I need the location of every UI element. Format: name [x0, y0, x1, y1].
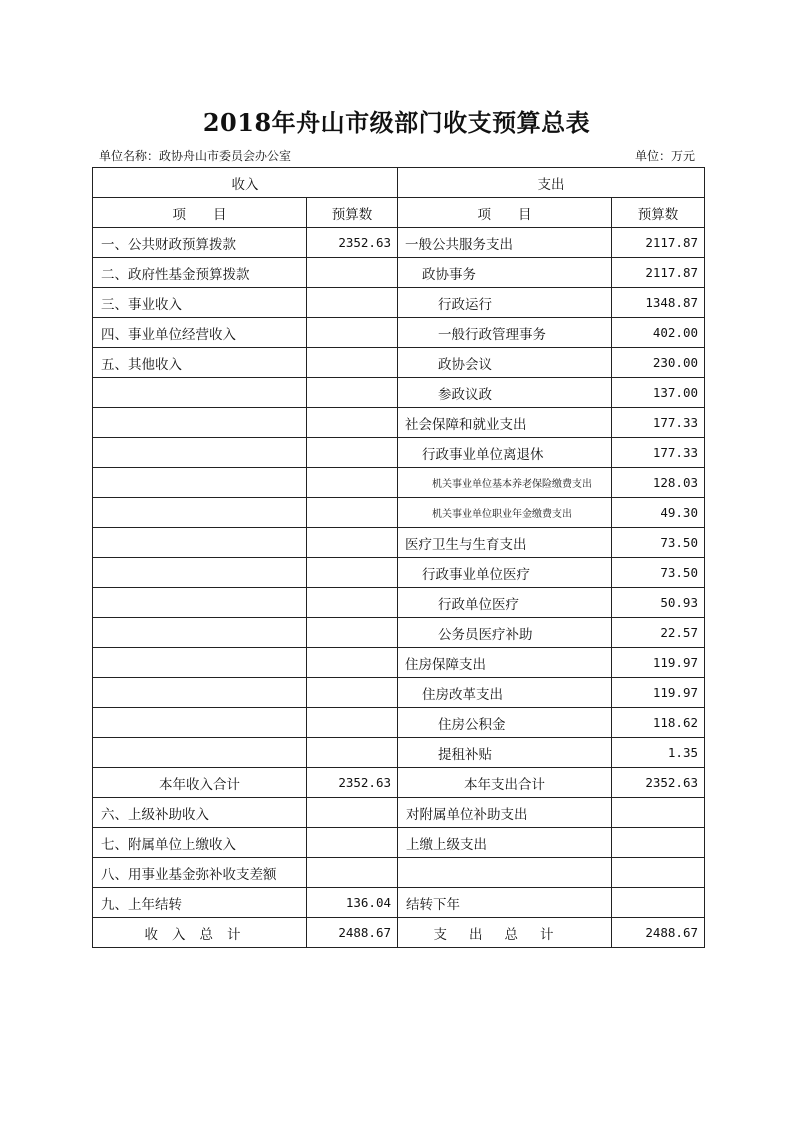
- table-meta: [99, 147, 695, 165]
- expense-value-cell: 177.33: [612, 408, 705, 438]
- expense-value-cell: 230.00: [612, 348, 705, 378]
- table-row: [93, 738, 705, 768]
- income-value-cell: [307, 828, 398, 858]
- income-budget-header: 预算数: [307, 198, 398, 228]
- income-value-cell: [307, 408, 398, 438]
- income-value-cell: [307, 498, 398, 528]
- expense-value-cell: 402.00: [612, 318, 705, 348]
- income-item-cell: [93, 468, 307, 498]
- income-item-cell: 五、其他收入: [93, 348, 307, 378]
- income-item-cell: 四、事业单位经营收入: [93, 318, 307, 348]
- income-value-cell: [307, 438, 398, 468]
- income-value-cell: [307, 288, 398, 318]
- income-value-cell: [307, 318, 398, 348]
- expense-value-cell: 118.62: [612, 708, 705, 738]
- income-header: 收入: [93, 168, 398, 198]
- expense-item-cell: 一般公共服务支出: [398, 228, 612, 258]
- income-value-cell: [307, 738, 398, 768]
- income-value-cell: [307, 378, 398, 408]
- income-item-cell: [93, 738, 307, 768]
- income-item-cell: [93, 708, 307, 738]
- income-item-cell: [93, 678, 307, 708]
- income-item-cell: [93, 408, 307, 438]
- expense-item-cell: [398, 858, 612, 888]
- income-item-cell: 六、上级补助收入: [93, 798, 307, 828]
- expense-value-cell: 49.30: [612, 498, 705, 528]
- subtotal-row: [93, 768, 705, 798]
- expense-value-cell: 22.57: [612, 618, 705, 648]
- expense-item-cell: 政协会议: [398, 348, 612, 378]
- expense-value-cell: [612, 798, 705, 828]
- expense-item-cell: 上缴上级支出: [398, 828, 612, 858]
- page-title: 2018年舟山市级部门收支预算总表: [202, 108, 591, 137]
- table-row: [93, 468, 705, 498]
- income-item-cell: [93, 648, 307, 678]
- expense-item-cell: 支出总计: [398, 918, 612, 948]
- income-value-cell: 2352.63: [307, 228, 398, 258]
- expense-value-cell: [612, 858, 705, 888]
- income-item-cell: 九、上年结转: [93, 888, 307, 918]
- table-row: [93, 828, 705, 858]
- income-item-cell: [93, 618, 307, 648]
- expense-item-cell: 公务员医疗补助: [398, 618, 612, 648]
- table-row: [93, 318, 705, 348]
- income-value-cell: [307, 678, 398, 708]
- income-item-cell: 一、公共财政预算拨款: [93, 228, 307, 258]
- expense-item-cell: 住房改革支出: [398, 678, 612, 708]
- expense-item-cell: 行政运行: [398, 288, 612, 318]
- expense-value-cell: 1.35: [612, 738, 705, 768]
- income-value-cell: [307, 798, 398, 828]
- income-item-cell: [93, 558, 307, 588]
- expense-value-cell: 73.50: [612, 528, 705, 558]
- table-row: [93, 408, 705, 438]
- expense-item-cell: 社会保障和就业支出: [398, 408, 612, 438]
- table-row: [93, 798, 705, 828]
- unit-name: 单位名称：政协舟山市委员会办公室: [99, 149, 292, 163]
- expense-item-cell: 住房公积金: [398, 708, 612, 738]
- expense-value-cell: [612, 828, 705, 858]
- expense-item-cell: 行政单位医疗: [398, 588, 612, 618]
- expense-item-cell: 机关事业单位职业年金缴费支出: [398, 498, 612, 528]
- table-row: [93, 888, 705, 918]
- expense-item-header: 项 目: [398, 198, 612, 228]
- currency-unit: 单位：万元: [634, 149, 695, 163]
- income-value-cell: [307, 348, 398, 378]
- header-row-sections: [93, 168, 705, 198]
- income-item-cell: [93, 378, 307, 408]
- expense-item-cell: 结转下年: [398, 888, 612, 918]
- income-item-cell: 本年收入合计: [93, 768, 307, 798]
- income-item-header: 项 目: [93, 198, 307, 228]
- income-value-cell: [307, 618, 398, 648]
- income-item-cell: [93, 498, 307, 528]
- table-row: [93, 648, 705, 678]
- income-value-cell: [307, 528, 398, 558]
- expense-value-cell: 2117.87: [612, 228, 705, 258]
- table-row: [93, 258, 705, 288]
- table-row: [93, 288, 705, 318]
- expense-value-cell: 128.03: [612, 468, 705, 498]
- income-value-cell: [307, 708, 398, 738]
- expense-value-cell: [612, 888, 705, 918]
- table-row: [93, 438, 705, 468]
- expense-value-cell: 2352.63: [612, 768, 705, 798]
- income-value-cell: [307, 588, 398, 618]
- expense-item-cell: 机关事业单位基本养老保险缴费支出: [398, 468, 612, 498]
- table-row: [93, 708, 705, 738]
- expense-item-cell: 行政事业单位离退休: [398, 438, 612, 468]
- expense-value-cell: 119.97: [612, 648, 705, 678]
- income-item-cell: 八、用事业基金弥补收支差额: [93, 858, 307, 888]
- expense-item-cell: 参政议政: [398, 378, 612, 408]
- income-value-cell: [307, 648, 398, 678]
- expense-value-cell: 177.33: [612, 438, 705, 468]
- expense-item-cell: 提租补贴: [398, 738, 612, 768]
- expense-item-cell: 医疗卫生与生育支出: [398, 528, 612, 558]
- total-row: [93, 918, 705, 948]
- expense-value-cell: 50.93: [612, 588, 705, 618]
- table-row: [93, 378, 705, 408]
- income-item-cell: [93, 528, 307, 558]
- expense-budget-header: 预算数: [612, 198, 705, 228]
- budget-table: [92, 167, 705, 948]
- income-item-cell: 三、事业收入: [93, 288, 307, 318]
- income-value-cell: [307, 258, 398, 288]
- expense-item-cell: 行政事业单位医疗: [398, 558, 612, 588]
- expense-value-cell: 1348.87: [612, 288, 705, 318]
- expense-value-cell: 2488.67: [612, 918, 705, 948]
- expense-item-cell: 本年支出合计: [398, 768, 612, 798]
- table-row: [93, 348, 705, 378]
- expense-value-cell: 73.50: [612, 558, 705, 588]
- header-row-columns: [93, 198, 705, 228]
- table-row: [93, 228, 705, 258]
- income-value-cell: 136.04: [307, 888, 398, 918]
- expense-header: 支出: [398, 168, 705, 198]
- expense-item-cell: 住房保障支出: [398, 648, 612, 678]
- expense-value-cell: 2117.87: [612, 258, 705, 288]
- income-value-cell: [307, 858, 398, 888]
- table-row: [93, 678, 705, 708]
- expense-item-cell: 对附属单位补助支出: [398, 798, 612, 828]
- table-row: [93, 588, 705, 618]
- expense-item-cell: 一般行政管理事务: [398, 318, 612, 348]
- income-value-cell: [307, 468, 398, 498]
- income-value-cell: 2352.63: [307, 768, 398, 798]
- income-value-cell: [307, 558, 398, 588]
- table-row: [93, 558, 705, 588]
- income-item-cell: 二、政府性基金预算拨款: [93, 258, 307, 288]
- income-item-cell: [93, 588, 307, 618]
- table-row: [93, 528, 705, 558]
- table-row: [93, 618, 705, 648]
- expense-item-cell: 政协事务: [398, 258, 612, 288]
- income-item-cell: 七、附属单位上缴收入: [93, 828, 307, 858]
- table-row: [93, 858, 705, 888]
- income-value-cell: 2488.67: [307, 918, 398, 948]
- table-row: [93, 498, 705, 528]
- expense-value-cell: 119.97: [612, 678, 705, 708]
- expense-value-cell: 137.00: [612, 378, 705, 408]
- income-item-cell: 收入总计: [93, 918, 307, 948]
- income-item-cell: [93, 438, 307, 468]
